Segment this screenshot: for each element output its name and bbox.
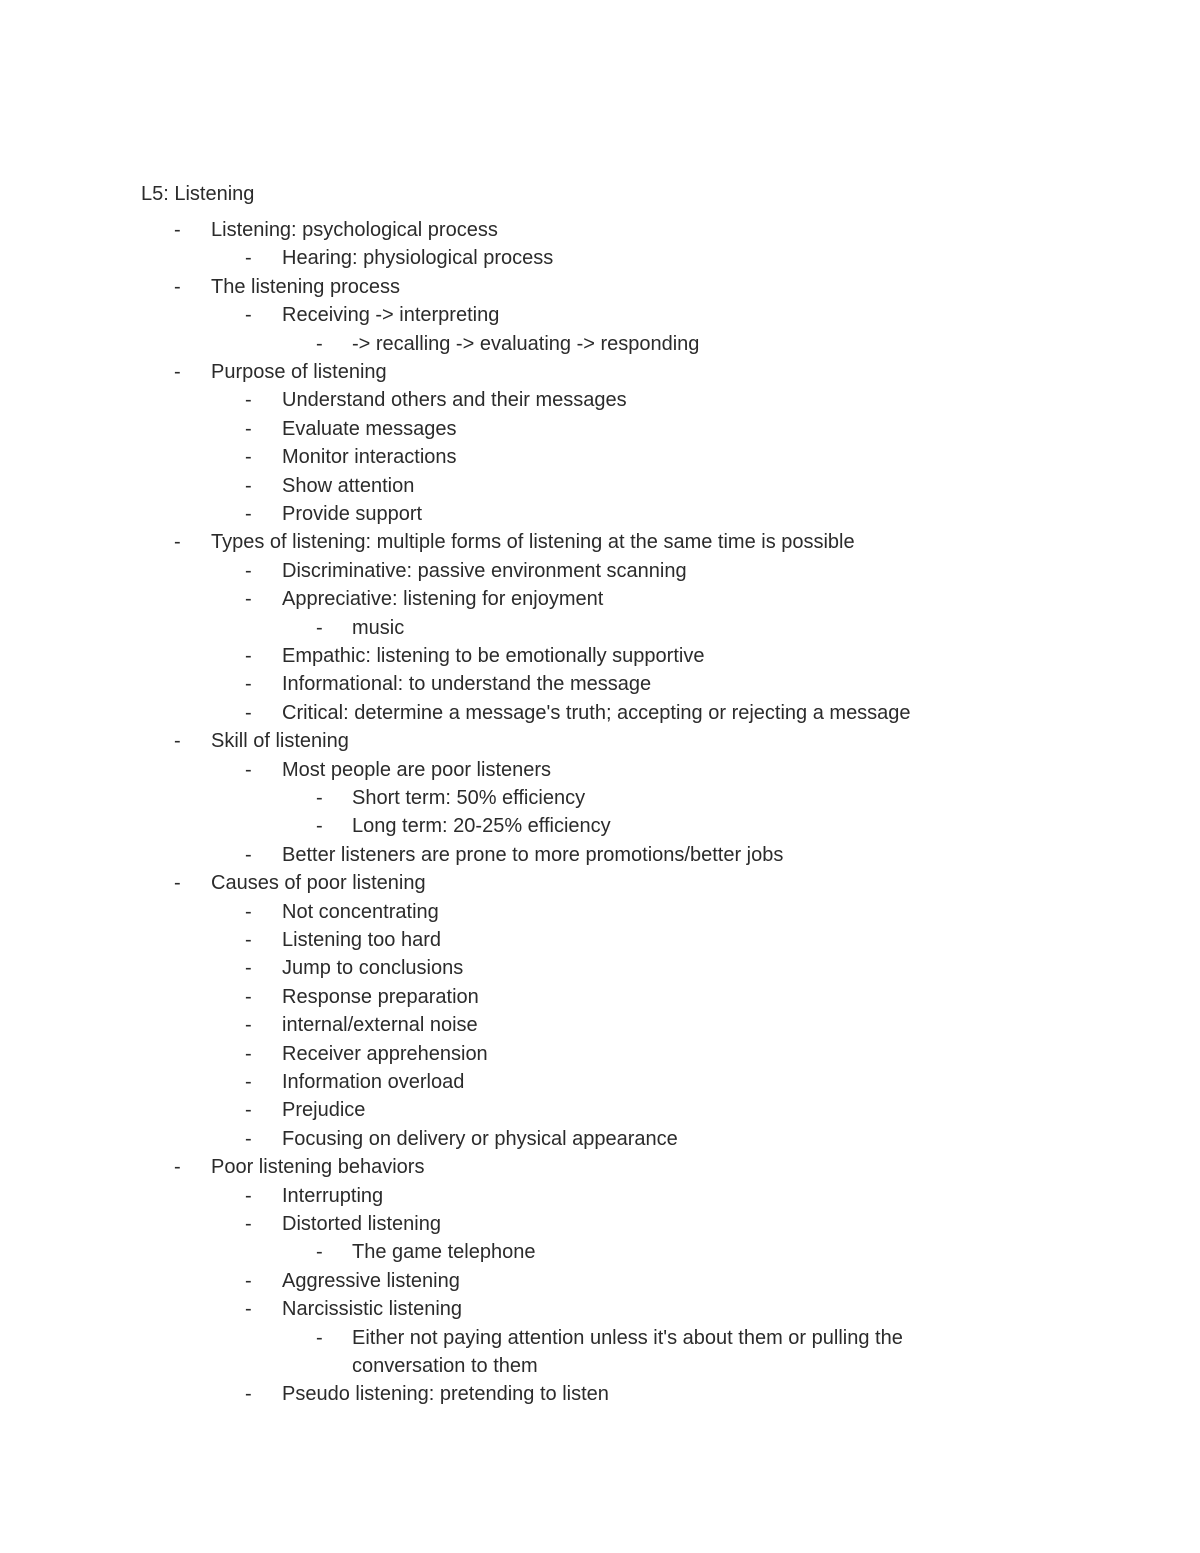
bullet-dash: -	[316, 815, 323, 838]
outline-item-text: Skill of listening	[211, 730, 349, 753]
outline-item-text: Hearing: physiological process	[282, 247, 554, 270]
bullet-dash: -	[245, 503, 252, 525]
bullet-dash: -	[245, 1071, 252, 1093]
bullet-dash: -	[245, 1213, 252, 1235]
bullet-dash: -	[316, 1326, 323, 1349]
outline-item-text: Empathic: listening to be emotionally supportive	[282, 645, 705, 667]
bullet-dash: -	[245, 701, 252, 724]
outline-item-text: Interrupting	[282, 1184, 384, 1207]
outline-item-text: Discriminative: passive environment scanning	[282, 559, 687, 582]
outline-item-text: Response preparation	[282, 985, 479, 1008]
outline-item-text: The listening process	[211, 275, 400, 298]
outline-item-text: Pseudo listening: pretending to listen	[282, 1383, 609, 1406]
bullet-dash: -	[245, 446, 252, 469]
outline-item-text: Informational: to understand the message	[282, 673, 652, 696]
outline-item-text: Show attention	[282, 474, 415, 497]
outline-item-text: Listening too hard	[282, 929, 442, 951]
bullet-dash: -	[245, 1099, 252, 1122]
outline-item-text: Most people are poor listeners	[282, 758, 552, 781]
bullet-dash: -	[245, 389, 252, 412]
outline-item-text: music	[352, 616, 405, 639]
outline-item-text: internal/external noise	[282, 1014, 478, 1037]
bullet-dash: -	[245, 1269, 252, 1292]
bullet-dash: -	[245, 985, 252, 1008]
outline-item-text: conversation to them	[352, 1355, 538, 1377]
bullet-dash: -	[245, 645, 252, 667]
outline-item-text: Narcissistic listening	[282, 1298, 463, 1321]
bullet-dash: -	[245, 588, 252, 611]
outline-item-text: The game telephone	[352, 1241, 536, 1264]
outline-item-text: Short term: 50% efficiency	[352, 787, 586, 809]
bullet-dash: -	[245, 474, 252, 497]
document-title: L5: Listening	[141, 183, 255, 205]
bullet-dash: -	[245, 1014, 252, 1037]
bullet-dash: -	[316, 787, 323, 809]
bullet-dash: -	[174, 730, 181, 753]
outline-item-text: Receiver apprehension	[282, 1042, 488, 1065]
outline-item-text: Focusing on delivery or physical appearance	[282, 1127, 678, 1150]
bullet-dash: -	[245, 247, 252, 270]
bullet-dash: -	[316, 616, 323, 639]
outline-item-text: Long term: 20-25% efficiency	[352, 815, 611, 838]
outline-item-text: Evaluate messages	[282, 417, 457, 440]
bullet-dash: -	[316, 332, 323, 355]
bullet-dash: -	[316, 1241, 323, 1264]
outline-item-text: -> recalling -> evaluating -> responding	[352, 332, 700, 355]
bullet-dash: -	[245, 1127, 252, 1150]
bullet-dash: -	[174, 872, 181, 895]
outline-item-text: Aggressive listening	[282, 1269, 460, 1292]
bullet-dash: -	[245, 957, 252, 980]
bullet-dash: -	[245, 1298, 252, 1321]
outline-item-text: Understand others and their messages	[282, 389, 627, 412]
outline-item-text: Either not paying attention unless it's about them or pulling the	[352, 1326, 903, 1349]
bullet-dash: -	[245, 1383, 252, 1406]
outline-item-text: Better listeners are prone to more promotions/better jobs	[282, 843, 784, 866]
outline-item-text: Prejudice	[282, 1099, 366, 1122]
bullet-dash: -	[245, 1184, 252, 1207]
outline-item-text: Types of listening: multiple forms of listening at the same time is possible	[211, 531, 855, 554]
bullet-dash: -	[245, 559, 252, 582]
bullet-dash: -	[245, 304, 252, 327]
outline-item-text: Not concentrating	[282, 900, 439, 923]
bullet-dash: -	[245, 900, 252, 923]
bullet-dash: -	[174, 531, 181, 554]
bullet-dash: -	[245, 929, 252, 951]
bullet-dash: -	[245, 1042, 252, 1065]
outline-item-text: Listening: psychological process	[211, 219, 498, 241]
bullet-dash: -	[245, 758, 252, 781]
bullet-dash: -	[174, 275, 181, 298]
bullet-dash: -	[245, 673, 252, 696]
outline-item-text: Causes of poor listening	[211, 872, 426, 895]
bullet-dash: -	[174, 361, 181, 383]
outline-item-text: Poor listening behaviors	[211, 1156, 425, 1179]
bullet-dash: -	[245, 843, 252, 866]
outline-item-text: Appreciative: listening for enjoyment	[282, 588, 604, 611]
bullet-dash: -	[245, 417, 252, 440]
outline-item-text: Information overload	[282, 1071, 465, 1093]
outline-item-text: Monitor interactions	[282, 446, 457, 469]
outline-item-text: Receiving -> interpreting	[282, 304, 500, 327]
outline-item-text: Critical: determine a message's truth; accepting or rejecting a message	[282, 701, 911, 724]
outline-item-text: Provide support	[282, 503, 423, 525]
outline-item-text: Purpose of listening	[211, 361, 387, 383]
outline-item-text: Distorted listening	[282, 1213, 441, 1235]
bullet-dash: -	[174, 1156, 181, 1179]
outline-item-text: Jump to conclusions	[282, 957, 464, 980]
bullet-dash: -	[174, 219, 181, 241]
